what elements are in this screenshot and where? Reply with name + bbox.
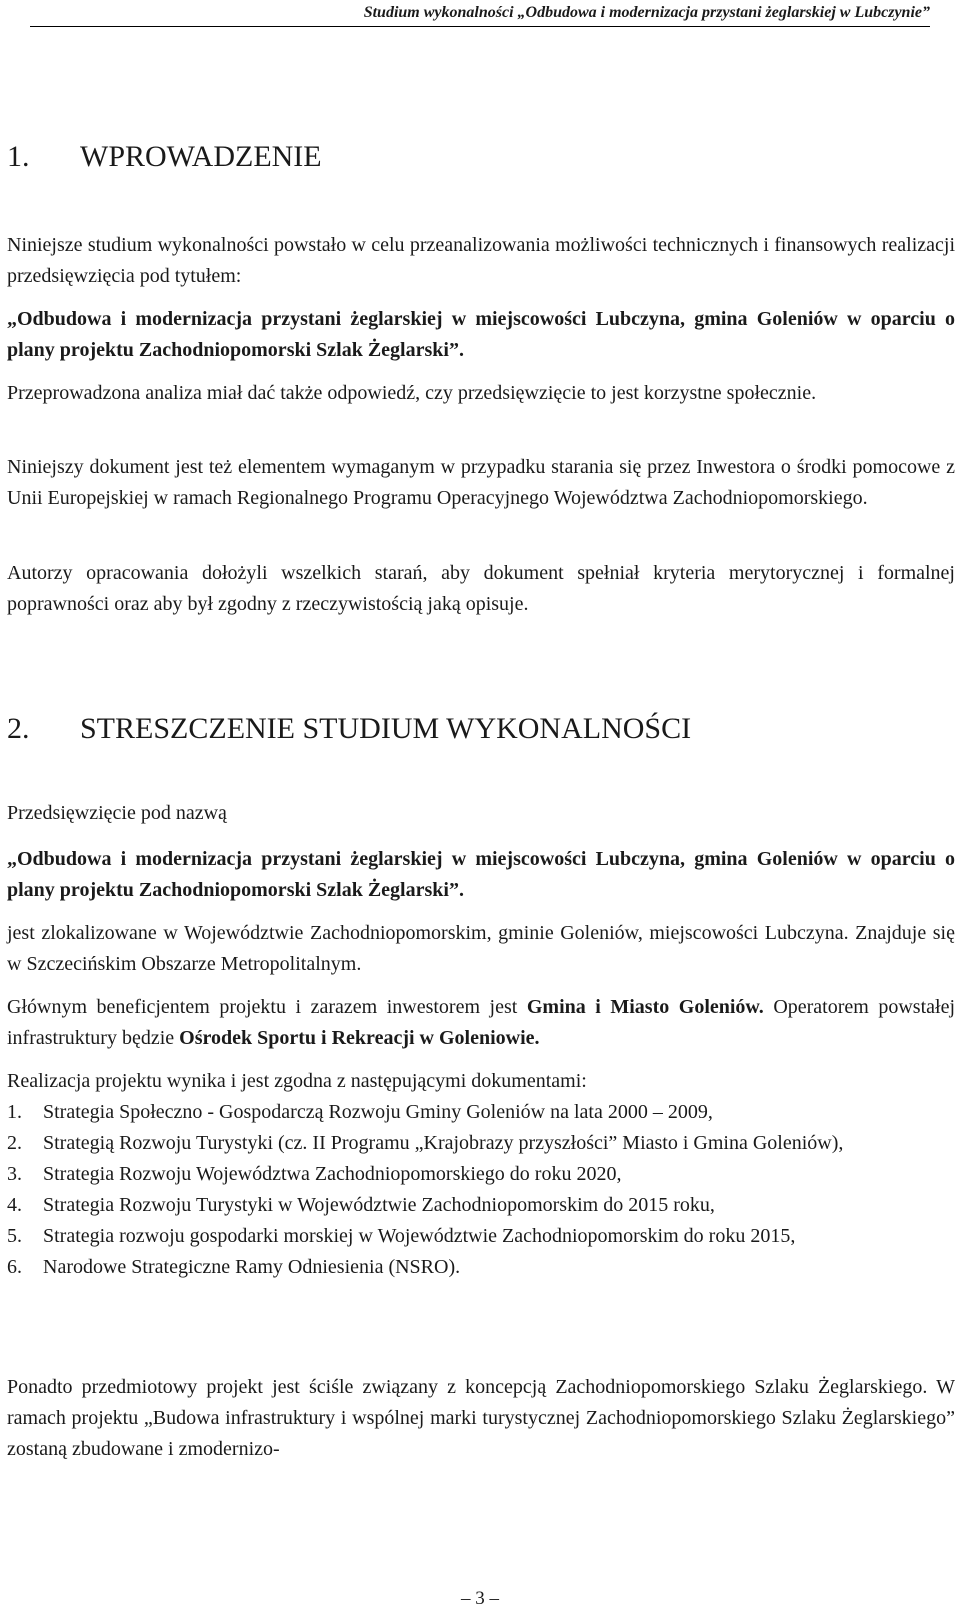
list-item: 2. Strategią Rozwoju Turystyki (cz. II Programu „Krajobrazy przyszłości” Miasto i Gmina Goleniów), <box>7 1132 844 1154</box>
section-2-heading <box>7 712 691 746</box>
list-item: 6. Narodowe Strategiczne Ramy Odniesienia (NSRO). <box>7 1256 461 1278</box>
section-1-heading <box>7 140 322 174</box>
list-item: 1. Strategia Społeczno - Gospodarczą Rozwoju Gminy Goleniów na lata 2000 – 2009, <box>7 1101 713 1123</box>
section-2-project-title: „Odbudowa i modernizacja przystani żeglarskiej w miejscowości Lubczyna, gmina Goleniów w oparciu o plany projektu Zachodniopomorski Szlak Żeglarski”. <box>7 848 955 901</box>
section-1-para-3: Przeprowadzona analiza miał dać także odpowiedź, czy przedsięwzięcie to jest korzystne społecznie. <box>7 382 817 404</box>
section-2-documents-intro: Realizacja projektu wynika i jest zgodna z następującymi dokumentami: <box>7 1070 587 1092</box>
section-1-title: WPROWADZENIE <box>80 140 322 173</box>
page-number: – 3 – <box>461 1588 499 1609</box>
list-item: 5. Strategia rozwoju gospodarki morskiej w Województwie Zachodniopomorskim do roku 2015, <box>7 1225 796 1247</box>
section-1-project-title: „Odbudowa i modernizacja przystani żeglarskiej w miejscowości Lubczyna, gmina Goleniów w oparciu o plany projektu Zachodniopomorski Szlak Żeglarski”. <box>7 308 955 361</box>
list-item: 3. Strategia Rozwoju Województwa Zachodniopomorskiego do roku 2020, <box>7 1163 622 1185</box>
section-1-para-5: Autorzy opracowania dołożyli wszelkich starań, aby dokument spełniał kryteria merytorycznej i formalnej poprawności oraz aby był zgodny z rzeczywistością jaką opisuje. <box>7 562 955 615</box>
operator-name: Ośrodek Sportu i Rekreacji w Goleniowie. <box>179 1027 540 1049</box>
section-2-beneficiary <box>7 992 955 1054</box>
section-1-para-4: Niniejszy dokument jest też elementem wymaganym w przypadku starania się przez Inwestora o środki pomocowe z Unii Europejskiej w ramach Regionalnego Programu Operacyjnego Województwa Zachodniopomorskiego. <box>7 456 955 509</box>
running-header: Studium wykonalności „Odbudowa i modernizacja przystani żeglarskiej w Lubczynie” <box>30 4 930 27</box>
section-1-para-1: Niniejsze studium wykonalności powstało w celu przeanalizowania możliwości technicznych i finansowych realizacji przedsięwzięcia pod tytułem: <box>7 234 955 287</box>
section-2-para-1: Przedsięwzięcie pod nazwą <box>7 802 227 824</box>
documents-list <box>7 1097 955 1283</box>
beneficiary-text: Głównym beneficjentem projektu i zarazem inwestorem jest <box>7 996 527 1018</box>
operator-text: Operatorem powstałej infrastruktury będzie <box>7 996 955 1049</box>
beneficiary-name: Gmina i Miasto Goleniów. <box>526 996 764 1018</box>
section-2-title: STRESZCZENIE STUDIUM WYKONALNOŚCI <box>80 712 692 745</box>
section-1-number: 1. <box>7 140 30 173</box>
section-2-para-6: Ponadto przedmiotowy projekt jest ściśle związany z koncepcją Zachodniopomorskiego Szlaku Żeglarskiego. W ramach projektu „Budowa infrastruktury i wspólnej marki turystycznej Zachodniopomorskiego Szlaku Żeglarskiego” zostaną zbudowane i zmodernizo- <box>7 1376 955 1460</box>
section-2-number: 2. <box>7 712 30 745</box>
list-item: 4. Strategia Rozwoju Turystyki w Województwie Zachodniopomorskim do 2015 roku, <box>7 1194 715 1216</box>
section-2-location: jest zlokalizowane w Województwie Zachodniopomorskim, gminie Goleniów, miejscowości Lubczyna. Znajduje się w Szczecińskim Obszarze Metropolitalnym. <box>7 922 955 975</box>
